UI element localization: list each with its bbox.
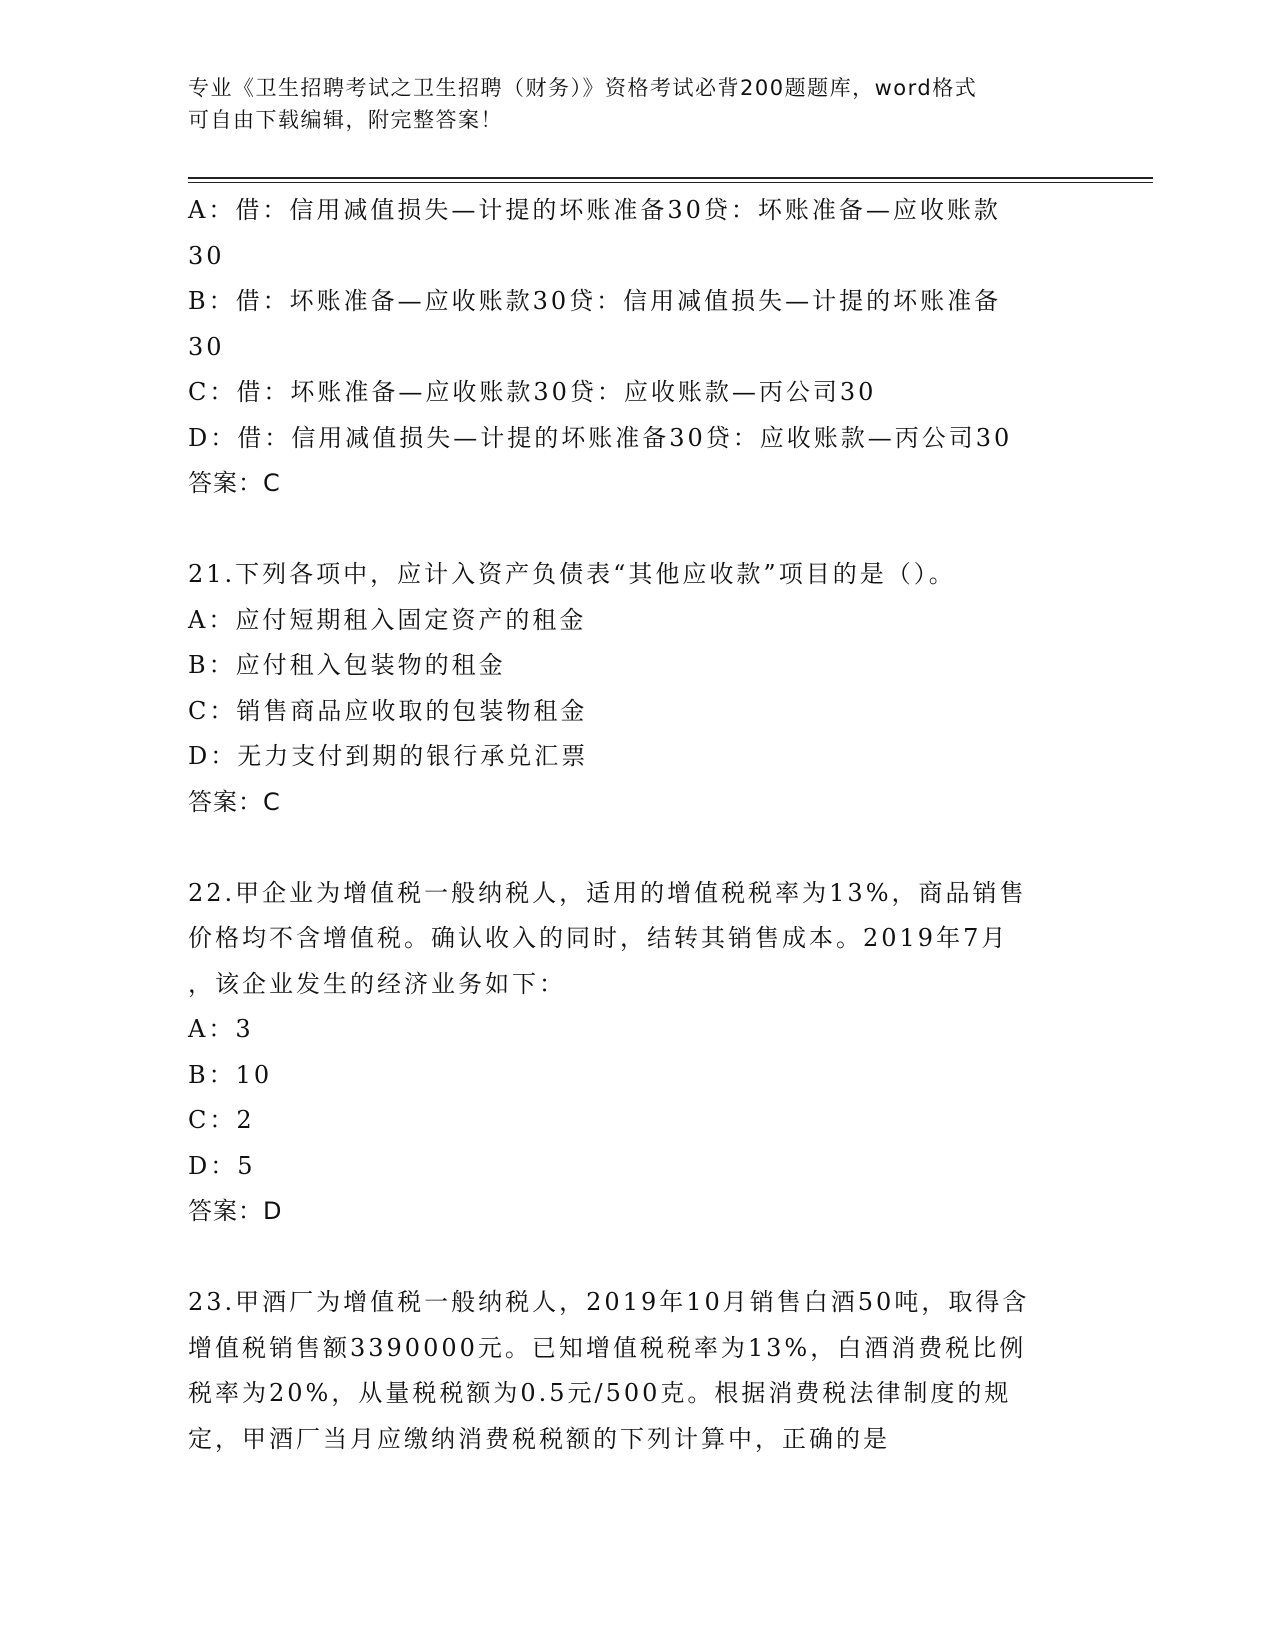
question-stem-line-1: 22.甲企业为增值税一般纳税人，适用的增值税税率为13%，商品销售 — [188, 878, 1027, 907]
question-stem-line-4: 定，甲酒厂当月应缴纳消费税税额的下列计算中，正确的是 — [188, 1424, 890, 1453]
option-c: C：销售商品应收取的包装物租金 — [188, 696, 588, 725]
spacer — [188, 1235, 1088, 1281]
question-stem: 21.下列各项中，应计入资产负债表“其他应收款”项目的是（）。 — [188, 560, 956, 588]
answer: 答案：C — [188, 469, 281, 497]
question-23 — [188, 1280, 1088, 1462]
question-stem-line-1: 23.甲酒厂为增值税一般纳税人，2019年10月销售白酒50吨，取得含 — [188, 1288, 1030, 1316]
question-22 — [188, 871, 1088, 1235]
question-21 — [188, 552, 1088, 825]
option-b: B：应付租入包装物的租金 — [188, 651, 506, 679]
document-header — [188, 72, 1068, 136]
option-d: D：无力支付到期的银行承兑汇票 — [188, 742, 589, 770]
header-line-2: 可自由下载编辑，附完整答案！ — [188, 108, 503, 132]
option-c: C：2 — [188, 1106, 255, 1134]
answer: 答案：C — [188, 787, 281, 816]
option-a: A：应付短期租入固定资产的租金 — [188, 605, 587, 634]
question-stem-line-3: 税率为20%，从量税税额为0.5元/500克。根据消费税法律制度的规 — [188, 1379, 1012, 1407]
option-a: A：3 — [188, 1015, 254, 1043]
option-a-line-1: A：借：信用减值损失—计提的坏账准备30贷：坏账准备—应收账款 — [188, 196, 1001, 224]
option-d: D：5 — [188, 1151, 256, 1180]
option-b-line-1: B：借：坏账准备—应收账款30贷：信用减值损失—计提的坏账准备 — [188, 287, 1002, 315]
option-b: B：10 — [188, 1060, 273, 1089]
header-rule-thin — [188, 182, 1153, 183]
question-stem-line-2: 增值税销售额3390000元。已知增值税税率为13%，白酒消费税比例 — [188, 1333, 1027, 1362]
header-line-1: 专业《卫生招聘考试之卫生招聘（财务）》资格考试必背200题题库，word格式 — [188, 76, 978, 100]
spacer — [188, 507, 1088, 553]
question-stem-line-2: 价格均不含增值税。确认收入的同时，结转其销售成本。2019年7月 — [188, 924, 1009, 952]
option-d: D：借：信用减值损失—计提的坏账准备30贷：应收账款—丙公司30 — [188, 423, 1013, 452]
question-stem-line-3: ，该企业发生的经济业务如下： — [188, 969, 566, 998]
header-rule-thick — [188, 177, 1153, 179]
spacer — [188, 825, 1088, 871]
answer: 答案：D — [188, 1197, 283, 1225]
option-c: C：借：坏账准备—应收账款30贷：应收账款—丙公司30 — [188, 378, 877, 406]
option-a-line-2: 30 — [188, 241, 225, 270]
document-body — [188, 188, 1088, 1462]
option-b-line-2: 30 — [188, 332, 225, 361]
question-20-tail — [188, 188, 1088, 507]
